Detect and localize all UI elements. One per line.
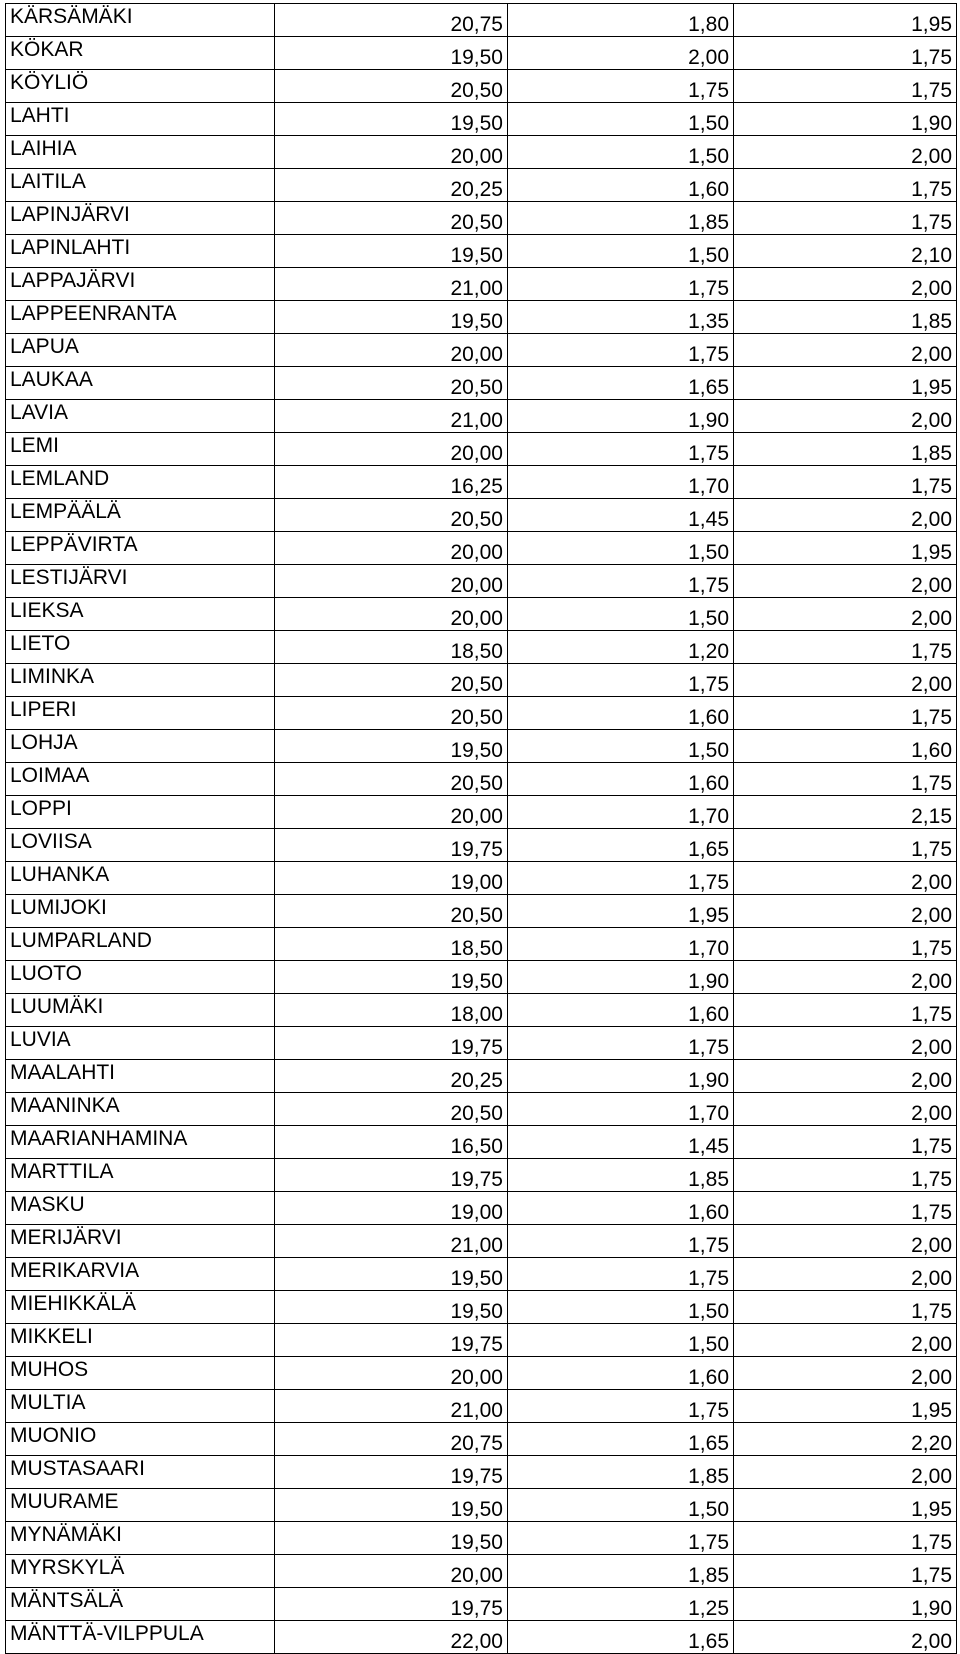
municipality-name-cell: LUHANKA bbox=[6, 862, 275, 895]
value-2-cell: 1,60 bbox=[508, 1192, 734, 1225]
value-1-cell: 18,00 bbox=[275, 994, 508, 1027]
municipality-name-cell: LOVIISA bbox=[6, 829, 275, 862]
value-1-cell: 19,75 bbox=[275, 1159, 508, 1192]
value-1-cell: 20,50 bbox=[275, 664, 508, 697]
value-2-cell: 1,65 bbox=[508, 1423, 734, 1456]
value-2-cell: 1,85 bbox=[508, 1456, 734, 1489]
municipality-name-cell: LAUKAA bbox=[6, 367, 275, 400]
value-1-cell: 21,00 bbox=[275, 1225, 508, 1258]
value-3-cell: 2,00 bbox=[734, 1357, 957, 1390]
value-1-cell: 20,00 bbox=[275, 532, 508, 565]
value-3-cell: 1,85 bbox=[734, 301, 957, 334]
value-1-cell: 20,50 bbox=[275, 70, 508, 103]
value-1-cell: 20,50 bbox=[275, 763, 508, 796]
value-2-cell: 1,75 bbox=[508, 1522, 734, 1555]
table-row bbox=[6, 1126, 957, 1159]
table-row bbox=[6, 1258, 957, 1291]
municipality-name-cell: LUMIJOKI bbox=[6, 895, 275, 928]
value-3-cell: 1,75 bbox=[734, 829, 957, 862]
municipality-name-cell: LIEKSA bbox=[6, 598, 275, 631]
value-3-cell: 1,95 bbox=[734, 367, 957, 400]
municipality-name-cell: KÖKAR bbox=[6, 37, 275, 70]
value-3-cell: 1,75 bbox=[734, 1192, 957, 1225]
table-row bbox=[6, 1324, 957, 1357]
value-3-cell: 2,20 bbox=[734, 1423, 957, 1456]
value-2-cell: 1,50 bbox=[508, 1324, 734, 1357]
table-row bbox=[6, 994, 957, 1027]
value-1-cell: 20,25 bbox=[275, 169, 508, 202]
value-3-cell: 2,00 bbox=[734, 862, 957, 895]
value-1-cell: 20,50 bbox=[275, 367, 508, 400]
value-1-cell: 22,00 bbox=[275, 1621, 508, 1654]
table-row bbox=[6, 697, 957, 730]
value-2-cell: 1,75 bbox=[508, 433, 734, 466]
municipality-name-cell: LAVIA bbox=[6, 400, 275, 433]
value-3-cell: 2,00 bbox=[734, 895, 957, 928]
table-row bbox=[6, 730, 957, 763]
value-3-cell: 1,60 bbox=[734, 730, 957, 763]
table-row bbox=[6, 1621, 957, 1654]
value-1-cell: 20,00 bbox=[275, 1555, 508, 1588]
value-2-cell: 1,60 bbox=[508, 1357, 734, 1390]
value-2-cell: 1,45 bbox=[508, 1126, 734, 1159]
value-2-cell: 1,20 bbox=[508, 631, 734, 664]
table-row bbox=[6, 433, 957, 466]
value-2-cell: 1,50 bbox=[508, 598, 734, 631]
table-row bbox=[6, 763, 957, 796]
municipality-name-cell: LEMI bbox=[6, 433, 275, 466]
municipality-name-cell: LAPUA bbox=[6, 334, 275, 367]
table-row bbox=[6, 1192, 957, 1225]
value-2-cell: 1,75 bbox=[508, 268, 734, 301]
table-row bbox=[6, 334, 957, 367]
table-row bbox=[6, 1489, 957, 1522]
value-3-cell: 2,00 bbox=[734, 136, 957, 169]
value-1-cell: 19,50 bbox=[275, 1291, 508, 1324]
value-2-cell: 1,75 bbox=[508, 334, 734, 367]
value-1-cell: 19,00 bbox=[275, 862, 508, 895]
table-row bbox=[6, 136, 957, 169]
value-2-cell: 1,50 bbox=[508, 103, 734, 136]
municipality-name-cell: LIMINKA bbox=[6, 664, 275, 697]
value-2-cell: 1,90 bbox=[508, 961, 734, 994]
municipality-name-cell: MUONIO bbox=[6, 1423, 275, 1456]
value-1-cell: 19,75 bbox=[275, 1456, 508, 1489]
value-2-cell: 1,75 bbox=[508, 1225, 734, 1258]
table-row bbox=[6, 1588, 957, 1621]
value-2-cell: 1,25 bbox=[508, 1588, 734, 1621]
municipality-name-cell: LESTIJÄRVI bbox=[6, 565, 275, 598]
municipality-name-cell: MÄNTTÄ-VILPPULA bbox=[6, 1621, 275, 1654]
value-1-cell: 19,75 bbox=[275, 1588, 508, 1621]
value-3-cell: 1,75 bbox=[734, 202, 957, 235]
value-1-cell: 19,50 bbox=[275, 235, 508, 268]
value-1-cell: 19,75 bbox=[275, 1027, 508, 1060]
value-2-cell: 1,50 bbox=[508, 1489, 734, 1522]
value-2-cell: 1,70 bbox=[508, 466, 734, 499]
value-2-cell: 1,50 bbox=[508, 532, 734, 565]
municipality-name-cell: LOIMAA bbox=[6, 763, 275, 796]
value-2-cell: 1,35 bbox=[508, 301, 734, 334]
table-row bbox=[6, 70, 957, 103]
value-3-cell: 1,75 bbox=[734, 70, 957, 103]
table-row bbox=[6, 1390, 957, 1423]
table-row bbox=[6, 961, 957, 994]
municipality-name-cell: MAARIANHAMINA bbox=[6, 1126, 275, 1159]
value-3-cell: 2,00 bbox=[734, 664, 957, 697]
table-row bbox=[6, 829, 957, 862]
value-1-cell: 20,50 bbox=[275, 895, 508, 928]
table-row bbox=[6, 1225, 957, 1258]
table-row bbox=[6, 1522, 957, 1555]
table-row bbox=[6, 268, 957, 301]
value-3-cell: 2,00 bbox=[734, 1324, 957, 1357]
value-3-cell: 1,95 bbox=[734, 532, 957, 565]
value-3-cell: 2,00 bbox=[734, 1093, 957, 1126]
value-2-cell: 1,70 bbox=[508, 1093, 734, 1126]
value-1-cell: 16,25 bbox=[275, 466, 508, 499]
municipality-name-cell: LUVIA bbox=[6, 1027, 275, 1060]
value-1-cell: 19,50 bbox=[275, 1258, 508, 1291]
value-3-cell: 2,15 bbox=[734, 796, 957, 829]
value-3-cell: 1,75 bbox=[734, 697, 957, 730]
municipality-name-cell: MARTTILA bbox=[6, 1159, 275, 1192]
municipality-name-cell: KÖYLIÖ bbox=[6, 70, 275, 103]
municipality-name-cell: MIEHIKKÄLÄ bbox=[6, 1291, 275, 1324]
municipality-name-cell: LAPINLAHTI bbox=[6, 235, 275, 268]
value-2-cell: 1,85 bbox=[508, 1159, 734, 1192]
value-3-cell: 2,00 bbox=[734, 499, 957, 532]
value-3-cell: 2,10 bbox=[734, 235, 957, 268]
municipality-name-cell: MÄNTSÄLÄ bbox=[6, 1588, 275, 1621]
value-2-cell: 1,50 bbox=[508, 136, 734, 169]
value-1-cell: 21,00 bbox=[275, 268, 508, 301]
value-1-cell: 20,00 bbox=[275, 565, 508, 598]
value-2-cell: 2,00 bbox=[508, 37, 734, 70]
value-3-cell: 1,95 bbox=[734, 4, 957, 37]
municipality-name-cell: LIPERI bbox=[6, 697, 275, 730]
table-row bbox=[6, 400, 957, 433]
value-3-cell: 2,00 bbox=[734, 961, 957, 994]
table-row bbox=[6, 301, 957, 334]
table-row bbox=[6, 1456, 957, 1489]
value-1-cell: 20,00 bbox=[275, 1357, 508, 1390]
municipality-name-cell: MAANINKA bbox=[6, 1093, 275, 1126]
value-1-cell: 20,50 bbox=[275, 1093, 508, 1126]
value-1-cell: 19,50 bbox=[275, 103, 508, 136]
municipality-name-cell: LAITILA bbox=[6, 169, 275, 202]
value-3-cell: 1,75 bbox=[734, 37, 957, 70]
municipality-name-cell: LIETO bbox=[6, 631, 275, 664]
table-row bbox=[6, 598, 957, 631]
value-3-cell: 2,00 bbox=[734, 1456, 957, 1489]
table-row bbox=[6, 4, 957, 37]
table-row bbox=[6, 895, 957, 928]
value-2-cell: 1,90 bbox=[508, 400, 734, 433]
table-row bbox=[6, 862, 957, 895]
table-row bbox=[6, 37, 957, 70]
value-2-cell: 1,85 bbox=[508, 1555, 734, 1588]
value-3-cell: 2,00 bbox=[734, 268, 957, 301]
value-2-cell: 1,65 bbox=[508, 1621, 734, 1654]
value-1-cell: 20,00 bbox=[275, 334, 508, 367]
table-row bbox=[6, 1060, 957, 1093]
municipality-name-cell: MASKU bbox=[6, 1192, 275, 1225]
value-3-cell: 2,00 bbox=[734, 1258, 957, 1291]
value-3-cell: 2,00 bbox=[734, 598, 957, 631]
table-row bbox=[6, 202, 957, 235]
value-1-cell: 20,50 bbox=[275, 499, 508, 532]
value-2-cell: 1,75 bbox=[508, 565, 734, 598]
value-3-cell: 1,75 bbox=[734, 169, 957, 202]
municipality-name-cell: LUOTO bbox=[6, 961, 275, 994]
table-row bbox=[6, 664, 957, 697]
municipality-name-cell: LUUMÄKI bbox=[6, 994, 275, 1027]
value-1-cell: 18,50 bbox=[275, 928, 508, 961]
value-2-cell: 1,60 bbox=[508, 169, 734, 202]
municipality-name-cell: LAHTI bbox=[6, 103, 275, 136]
value-2-cell: 1,65 bbox=[508, 829, 734, 862]
value-3-cell: 2,00 bbox=[734, 565, 957, 598]
municipality-name-cell: LAIHIA bbox=[6, 136, 275, 169]
value-1-cell: 19,50 bbox=[275, 961, 508, 994]
value-1-cell: 20,00 bbox=[275, 796, 508, 829]
value-3-cell: 1,90 bbox=[734, 103, 957, 136]
table-row bbox=[6, 1291, 957, 1324]
municipality-name-cell: MUHOS bbox=[6, 1357, 275, 1390]
municipality-name-cell: MIKKELI bbox=[6, 1324, 275, 1357]
value-2-cell: 1,50 bbox=[508, 1291, 734, 1324]
value-2-cell: 1,90 bbox=[508, 1060, 734, 1093]
value-2-cell: 1,75 bbox=[508, 70, 734, 103]
value-1-cell: 19,50 bbox=[275, 1489, 508, 1522]
municipality-name-cell: LAPPAJÄRVI bbox=[6, 268, 275, 301]
value-3-cell: 1,75 bbox=[734, 1159, 957, 1192]
value-2-cell: 1,50 bbox=[508, 235, 734, 268]
municipality-name-cell: MERIJÄRVI bbox=[6, 1225, 275, 1258]
value-1-cell: 20,00 bbox=[275, 136, 508, 169]
value-1-cell: 20,00 bbox=[275, 598, 508, 631]
value-3-cell: 1,75 bbox=[734, 994, 957, 1027]
municipality-name-cell: MULTIA bbox=[6, 1390, 275, 1423]
value-3-cell: 1,75 bbox=[734, 1126, 957, 1159]
municipality-name-cell: MUURAME bbox=[6, 1489, 275, 1522]
value-3-cell: 2,00 bbox=[734, 400, 957, 433]
municipality-name-cell: MERIKARVIA bbox=[6, 1258, 275, 1291]
value-3-cell: 1,75 bbox=[734, 763, 957, 796]
value-2-cell: 1,75 bbox=[508, 1027, 734, 1060]
table-row bbox=[6, 367, 957, 400]
value-1-cell: 20,00 bbox=[275, 433, 508, 466]
table-row bbox=[6, 1159, 957, 1192]
municipality-name-cell: MYRSKYLÄ bbox=[6, 1555, 275, 1588]
table-row bbox=[6, 169, 957, 202]
value-3-cell: 2,00 bbox=[734, 1225, 957, 1258]
value-2-cell: 1,60 bbox=[508, 994, 734, 1027]
value-1-cell: 20,50 bbox=[275, 202, 508, 235]
value-1-cell: 20,25 bbox=[275, 1060, 508, 1093]
value-3-cell: 1,75 bbox=[734, 928, 957, 961]
municipality-name-cell: LAPPEENRANTA bbox=[6, 301, 275, 334]
value-2-cell: 1,75 bbox=[508, 862, 734, 895]
value-1-cell: 20,75 bbox=[275, 4, 508, 37]
table-row bbox=[6, 1093, 957, 1126]
table-row bbox=[6, 1423, 957, 1456]
value-1-cell: 19,50 bbox=[275, 730, 508, 763]
value-1-cell: 19,75 bbox=[275, 829, 508, 862]
table-row bbox=[6, 928, 957, 961]
value-2-cell: 1,60 bbox=[508, 763, 734, 796]
municipality-name-cell: LUMPARLAND bbox=[6, 928, 275, 961]
value-2-cell: 1,45 bbox=[508, 499, 734, 532]
value-1-cell: 19,00 bbox=[275, 1192, 508, 1225]
value-3-cell: 1,95 bbox=[734, 1390, 957, 1423]
value-3-cell: 1,85 bbox=[734, 433, 957, 466]
table-body bbox=[6, 4, 957, 1654]
value-3-cell: 1,75 bbox=[734, 1522, 957, 1555]
value-2-cell: 1,75 bbox=[508, 1258, 734, 1291]
value-1-cell: 20,75 bbox=[275, 1423, 508, 1456]
table-row bbox=[6, 631, 957, 664]
municipality-name-cell: KÄRSÄMÄKI bbox=[6, 4, 275, 37]
value-3-cell: 1,75 bbox=[734, 1291, 957, 1324]
value-1-cell: 16,50 bbox=[275, 1126, 508, 1159]
value-3-cell: 1,75 bbox=[734, 1555, 957, 1588]
value-2-cell: 1,65 bbox=[508, 367, 734, 400]
table-row bbox=[6, 1357, 957, 1390]
table-row bbox=[6, 796, 957, 829]
table-row bbox=[6, 565, 957, 598]
municipality-name-cell: LAPINJÄRVI bbox=[6, 202, 275, 235]
value-3-cell: 2,00 bbox=[734, 1027, 957, 1060]
value-2-cell: 1,80 bbox=[508, 4, 734, 37]
value-1-cell: 18,50 bbox=[275, 631, 508, 664]
table-row bbox=[6, 103, 957, 136]
value-2-cell: 1,85 bbox=[508, 202, 734, 235]
value-3-cell: 1,75 bbox=[734, 466, 957, 499]
table-row bbox=[6, 1555, 957, 1588]
value-1-cell: 21,00 bbox=[275, 1390, 508, 1423]
value-3-cell: 1,75 bbox=[734, 631, 957, 664]
municipality-name-cell: LEMLAND bbox=[6, 466, 275, 499]
table-row bbox=[6, 532, 957, 565]
value-2-cell: 1,50 bbox=[508, 730, 734, 763]
value-1-cell: 20,50 bbox=[275, 697, 508, 730]
value-2-cell: 1,70 bbox=[508, 796, 734, 829]
value-2-cell: 1,95 bbox=[508, 895, 734, 928]
value-2-cell: 1,75 bbox=[508, 664, 734, 697]
table-row bbox=[6, 466, 957, 499]
value-2-cell: 1,75 bbox=[508, 1390, 734, 1423]
municipality-name-cell: LEPPÄVIRTA bbox=[6, 532, 275, 565]
table-row bbox=[6, 235, 957, 268]
value-2-cell: 1,70 bbox=[508, 928, 734, 961]
value-3-cell: 2,00 bbox=[734, 1060, 957, 1093]
municipality-rates-table bbox=[5, 3, 957, 1654]
value-1-cell: 19,50 bbox=[275, 37, 508, 70]
table-row bbox=[6, 1027, 957, 1060]
value-3-cell: 1,95 bbox=[734, 1489, 957, 1522]
municipality-name-cell: LEMPÄÄLÄ bbox=[6, 499, 275, 532]
value-3-cell: 2,00 bbox=[734, 1621, 957, 1654]
value-1-cell: 19,50 bbox=[275, 1522, 508, 1555]
value-3-cell: 1,90 bbox=[734, 1588, 957, 1621]
municipality-name-cell: MUSTASAARI bbox=[6, 1456, 275, 1489]
municipality-name-cell: LOHJA bbox=[6, 730, 275, 763]
value-3-cell: 2,00 bbox=[734, 334, 957, 367]
value-1-cell: 19,50 bbox=[275, 301, 508, 334]
municipality-name-cell: LOPPI bbox=[6, 796, 275, 829]
municipality-name-cell: MYNÄMÄKI bbox=[6, 1522, 275, 1555]
table-row bbox=[6, 499, 957, 532]
municipality-name-cell: MAALAHTI bbox=[6, 1060, 275, 1093]
value-2-cell: 1,60 bbox=[508, 697, 734, 730]
value-1-cell: 21,00 bbox=[275, 400, 508, 433]
value-1-cell: 19,75 bbox=[275, 1324, 508, 1357]
